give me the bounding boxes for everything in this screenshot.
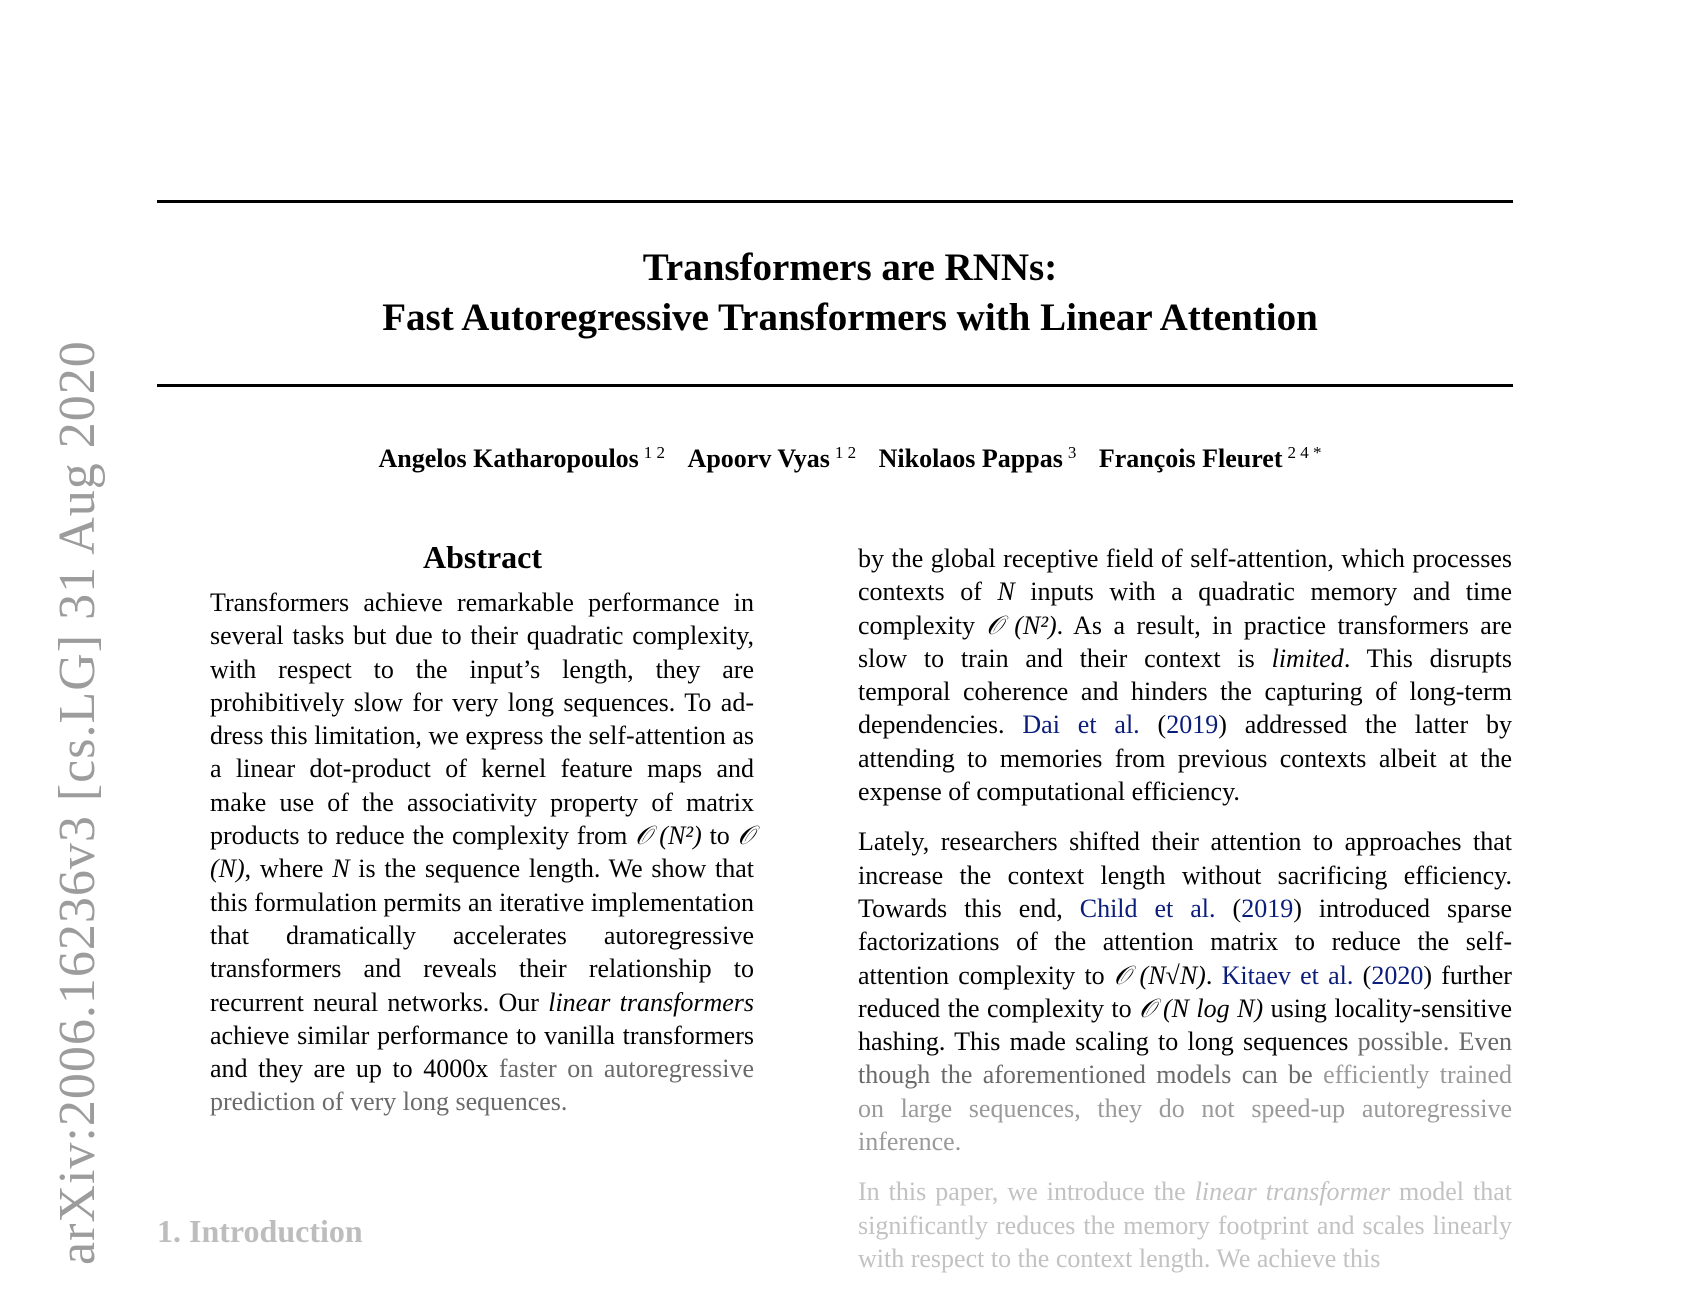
citation-link[interactable]: Kitaev et al. [1221, 960, 1354, 990]
emphasis-text: linear transformer [1194, 1177, 1391, 1207]
arxiv-identifier-stamp: arXiv:2006.16236v3 [cs.LG] 31 Aug 2020 [49, 340, 106, 1265]
author-affiliation: 1 2 [643, 443, 666, 462]
math-expression: 𝒪 (N²) [986, 610, 1057, 640]
body-text: . This disrupts temporal coherence and hinders the capturing of long-term dependencies. [858, 643, 1512, 740]
body-text: addressed the latter by attending to memories from previous contexts albeit at the expense of computational efficiency. [858, 710, 1512, 807]
paragraph: by the global receptive field of self-attention, which processes contexts of N inputs with a quadratic memory and time complexity 𝒪 (N²). As a result, in practice transformers are slow to train and their context is limited. This disrupts temporal coherence and hinders the capturing of long-term dependencies. Dai et al. (2019) addressed the latter by attending to memories from previous contexts albeit at the expense of computational efficiency. [858, 544, 1513, 807]
abstract-body [210, 586, 754, 1119]
body-text: by the global receptive field of self-attention, which processes contexts of [858, 544, 1512, 607]
math-expression: N [997, 577, 1015, 607]
abstract-text: Transformers achieve remarkable performance in several tasks but due to their quadratic complexity, with respect to the input’s length, they are prohibitively slow for very long sequences. To address this limitation, we express the self-attention as a linear dot-product of kernel feature maps and make use of the associativity property of matrix products to reduce the complexity from [210, 588, 754, 851]
author-name: Apoorv Vyas [687, 444, 830, 473]
section-heading-introduction: 1. Introduction [157, 1213, 363, 1249]
citation-year-link[interactable]: 2019 [1166, 710, 1219, 740]
emphasis-text: linear transformers [548, 987, 754, 1017]
abstract-text: achieve similar performance to vanilla transformers and they are up to 4000x [210, 1020, 754, 1084]
body-text: further reduced the complexity to [858, 960, 1512, 1023]
author-affiliation: 1 2 [834, 443, 857, 462]
body-column-right [858, 542, 1512, 1292]
author-name: Angelos Katharopoulos [378, 444, 639, 473]
body-text: efficiently trained on large sequences, they do not speed-up autoregressive inference. [858, 1060, 1512, 1157]
math-expression: N [332, 854, 350, 884]
body-text: . As a result, in practice transformers are slow to train and their context is [858, 610, 1513, 673]
title-rule-top [157, 200, 1513, 203]
math-expression: 𝒪 (N log N) [1139, 993, 1264, 1023]
title-rule-bottom [157, 384, 1513, 387]
author-list [0, 443, 1700, 474]
body-text: In this paper, we introduce the [858, 1177, 1195, 1207]
body-text: model that significantly reduces the memory footprint and scales linearly with respect to the context length. We achieve this [858, 1177, 1513, 1273]
math-expression: 𝒪 (N²) [635, 821, 702, 851]
paper-title-line-1: Transformers are RNNs: [642, 246, 1058, 289]
abstract-text: , where [244, 854, 333, 884]
author-name: Nikolaos Pappas [878, 444, 1063, 473]
citation-year-link[interactable]: 2019 [1241, 893, 1294, 923]
body-text: inputs with a quadratic memory and time complexity [858, 577, 1512, 640]
emphasis-text: limited [1271, 643, 1344, 673]
author [879, 444, 1077, 473]
author-affiliation: 3 [1067, 443, 1077, 462]
author [688, 444, 857, 473]
paper-title-line-2: Fast Autoregressive Transformers with Linear Attention [382, 296, 1318, 339]
math-expression: 𝒪 (N) [210, 821, 754, 884]
author [379, 444, 666, 473]
author-affiliation: 2 4 * [1287, 443, 1322, 462]
citation-year-link[interactable]: 2020 [1371, 960, 1424, 990]
abstract-text: is the sequence length. We show that this formulation permits an iterative implementation that dramatically accelerates autoregressive transformers and reveals their relationship to recurrent neural networks. Our [210, 854, 755, 1017]
paragraph: Lately, researchers shifted their attention to approaches that increase the context length without sacrificing efficiency. Towards this end, Child et al. (2019) introduced sparse factorizations of the attention matrix to reduce the self-attention complexity to 𝒪 (N√N). Kitaev et al. (2020) further reduced the complexity to 𝒪 (N log N) using locality-sensitive hashing. This made scaling to long sequences possible. Even though the aforementioned models can be efficiently trained on large sequences, they do not speed-up autoregressive inference. [858, 827, 1512, 1157]
body-text: Lately, researchers shifted their attention to approaches that increase the context length without sacrificing efficiency. Towards this end, [858, 827, 1512, 923]
body-text: . [1205, 960, 1222, 990]
body-text: possible. Even though the aforementioned models can be [858, 1027, 1512, 1090]
paragraph [858, 1175, 1512, 1275]
author [1099, 444, 1322, 473]
citation-link[interactable]: Child et al. [1079, 893, 1216, 923]
abstract-heading: Abstract [422, 539, 543, 575]
author-name: François Fleuret [1098, 444, 1283, 473]
abstract-text: sequences. [449, 1087, 568, 1117]
body-text: using locality-sensitive hashing. This made scaling to long sequences [858, 993, 1512, 1057]
body-text: introduced sparse factorizations of the attention matrix to reduce the self-attention complexity to [858, 893, 1512, 990]
abstract-text: to [701, 821, 738, 851]
citation-link[interactable]: Dai et al. [1022, 710, 1140, 740]
abstract-text: faster on autoregressive prediction of very long [210, 1054, 755, 1117]
math-expression: 𝒪 (N√N) [1113, 960, 1206, 990]
